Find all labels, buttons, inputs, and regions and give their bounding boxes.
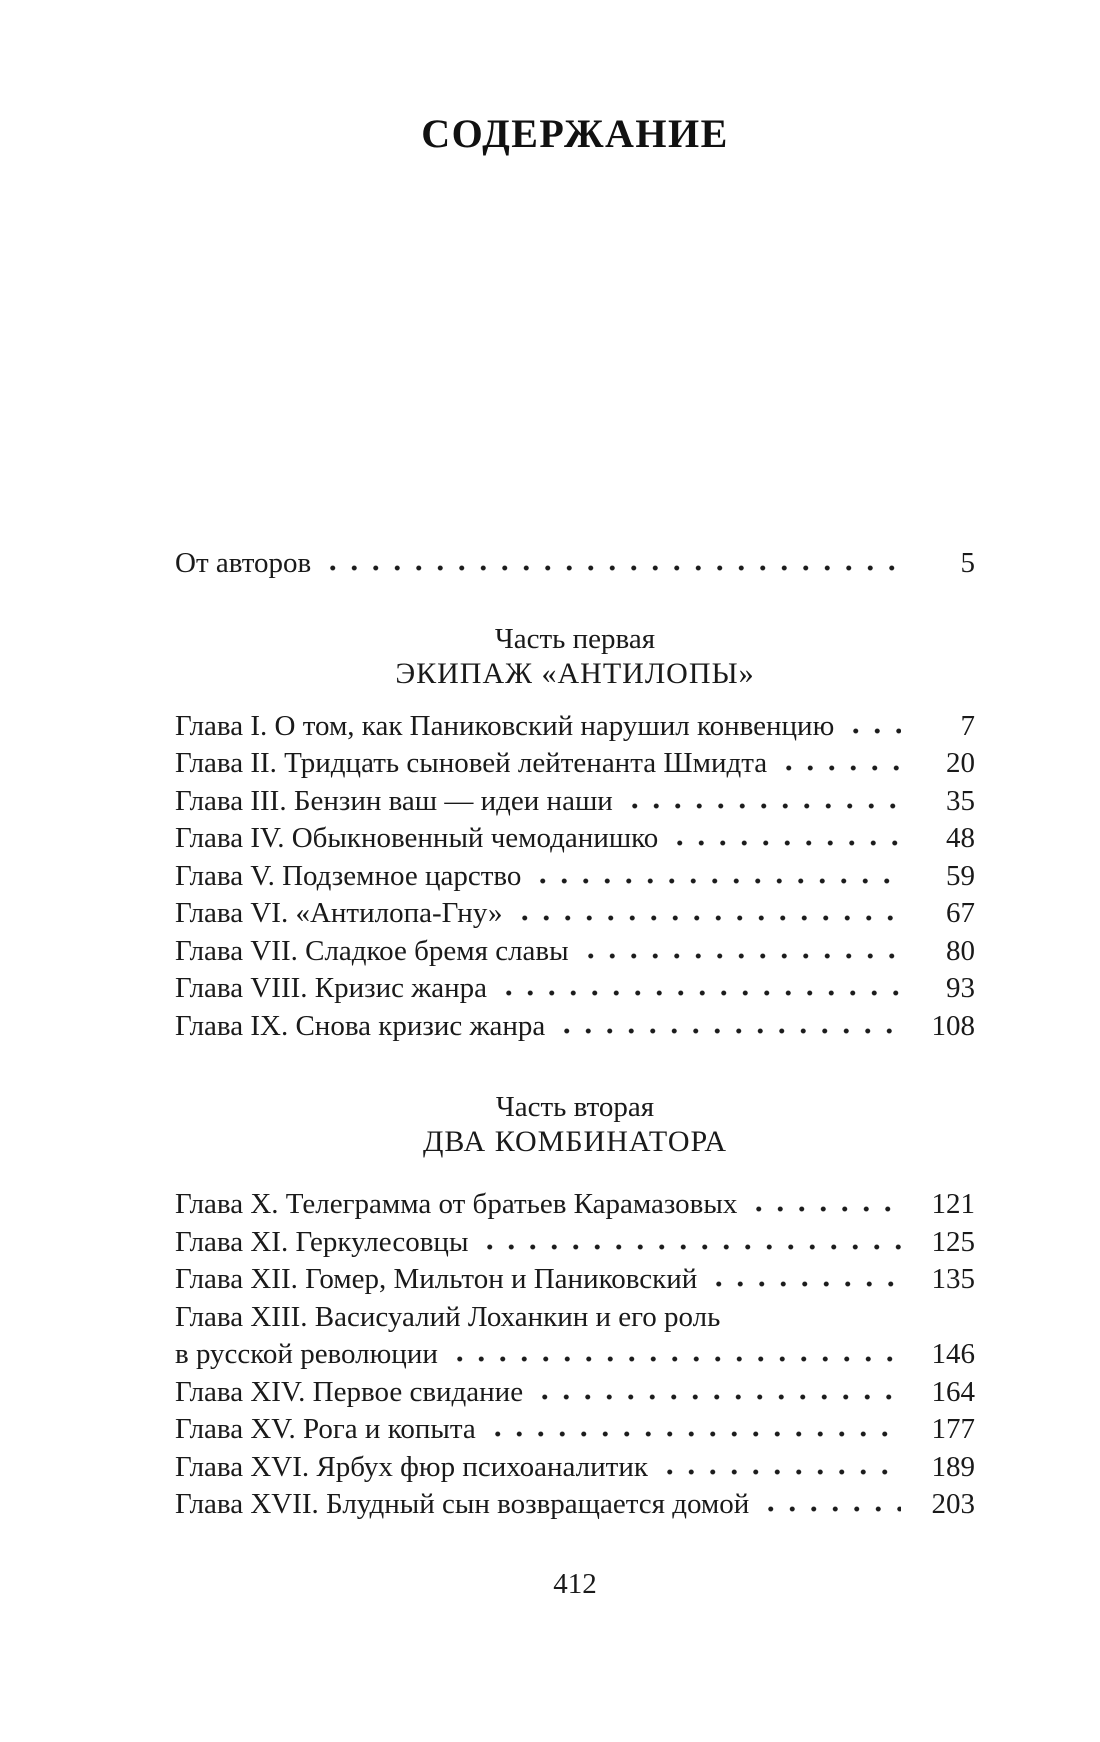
toc-entry-page: 164: [931, 1375, 975, 1408]
dot-leader: [669, 839, 901, 847]
dot-leader: [580, 952, 901, 960]
dot-leader: [487, 1430, 901, 1438]
toc-entry: [175, 858, 975, 896]
toc-entry-label: Глава VIII. Кризис жанра: [175, 972, 488, 1004]
toc-entry: [175, 745, 975, 783]
dot-leader: [498, 989, 901, 997]
dot-leader: [532, 877, 901, 885]
toc-entry: [175, 1261, 975, 1299]
toc-entry: [175, 1449, 975, 1487]
dot-leader: [556, 1027, 901, 1035]
toc-entry: [175, 1336, 975, 1374]
front-matter-entries: [175, 545, 975, 583]
part-label: Часть вторая: [495, 1091, 655, 1123]
toc-entry-page: 48: [946, 822, 975, 854]
chapter-list: [175, 708, 975, 1046]
toc-entry-page: 146: [931, 1338, 975, 1370]
toc-entry-label: Глава XIV. Первое свидание: [175, 1375, 524, 1408]
dot-leader: [708, 1280, 901, 1288]
dot-leader: [449, 1355, 901, 1363]
dot-leader: [534, 1393, 901, 1401]
toc-entry-page: 5: [960, 547, 975, 579]
toc-entry: [175, 1299, 975, 1337]
toc-entry-label: Глава V. Подземное царство: [175, 859, 522, 892]
toc-entry-page: 125: [931, 1225, 975, 1258]
toc-entry-page: 189: [931, 1450, 975, 1483]
toc-entry: [175, 545, 975, 583]
dot-leader: [760, 1505, 901, 1513]
toc-entry-label: Глава I. О том, как Паниковский нарушил конвенцию: [175, 709, 835, 742]
toc-entry: [175, 1224, 975, 1262]
toc-entry-label: От авторов: [175, 547, 312, 579]
table-of-contents: [175, 622, 975, 1524]
toc-entry-page: 7: [960, 709, 975, 742]
dot-leader: [479, 1243, 901, 1251]
dot-leader: [624, 802, 901, 810]
toc-entry-page: 67: [946, 897, 975, 929]
toc-entry-label: Глава XII. Гомер, Мильтон и Паниковский: [175, 1263, 698, 1295]
toc-entry-page: 203: [931, 1488, 975, 1520]
toc-entry-page: 80: [946, 934, 975, 967]
chapter-list: [175, 1186, 975, 1524]
page-title: СОДЕРЖАНИЕ: [421, 111, 729, 156]
toc-entry-page: 59: [946, 859, 975, 892]
toc-entry: [175, 895, 975, 933]
toc-entry-page: 121: [931, 1188, 975, 1220]
toc-entry: [175, 1411, 975, 1449]
toc-entry-label: Глава III. Бензин ваш — идеи наши: [175, 784, 613, 817]
toc-entry-label: Глава XV. Рога и копыта: [175, 1413, 476, 1445]
toc-entry-page: 35: [946, 784, 975, 817]
part-heading: [175, 622, 975, 692]
dot-leader: [845, 727, 901, 735]
toc-entry-label: Глава IV. Обыкновенный чемоданишко: [175, 822, 659, 854]
toc-entry-label: Глава IX. Снова кризис жанра: [175, 1009, 546, 1042]
toc-entry: [175, 1486, 975, 1524]
toc-entry-label: Глава XVI. Ярбух фюр психоаналитик: [175, 1450, 648, 1483]
dot-leader: [322, 564, 901, 572]
toc-entry-label: в русской революции: [175, 1338, 438, 1370]
footer-page-number: 412: [553, 1568, 597, 1600]
toc-entry: [175, 783, 975, 821]
toc-entry-label: Глава VII. Сладкое бремя славы: [175, 934, 569, 967]
toc-entry-label: Глава X. Телеграмма от братьев Карамазовых: [175, 1188, 738, 1220]
toc-entry-page: 93: [946, 972, 975, 1004]
dot-leader: [659, 1468, 901, 1476]
part-label: Часть первая: [494, 622, 656, 655]
part-heading: [175, 1090, 975, 1160]
dot-leader: [778, 764, 901, 772]
part-title: ДВА КОМБИНАТОРА: [422, 1125, 728, 1158]
toc-entry: [175, 1008, 975, 1046]
toc-entry: [175, 1186, 975, 1224]
toc-entry: [175, 1374, 975, 1412]
toc-entry-label: Глава II. Тридцать сыновей лейтенанта Шмидта: [175, 747, 768, 779]
toc-entry: [175, 820, 975, 858]
dot-leader: [748, 1205, 901, 1213]
toc-entry-page: 108: [931, 1009, 975, 1042]
toc-entry-label: Глава XIII. Васисуалий Лоханкин и его роль: [175, 1300, 721, 1333]
toc-entry-label: Глава XVII. Блудный сын возвращается домой: [175, 1488, 750, 1520]
toc-entry-label: Глава XI. Геркулесовцы: [175, 1225, 469, 1258]
toc-entry: [175, 970, 975, 1008]
toc-entry-page: 20: [946, 747, 975, 779]
part-title: ЭКИПАЖ «АНТИЛОПЫ»: [395, 656, 755, 690]
toc-entry-label: Глава VI. «Антилопа-Гну»: [175, 897, 503, 929]
toc-entry-page: 135: [931, 1263, 975, 1295]
toc-entry: [175, 933, 975, 971]
toc-entry-page: 177: [931, 1413, 975, 1445]
dot-leader: [514, 914, 901, 922]
toc-entry: [175, 708, 975, 746]
